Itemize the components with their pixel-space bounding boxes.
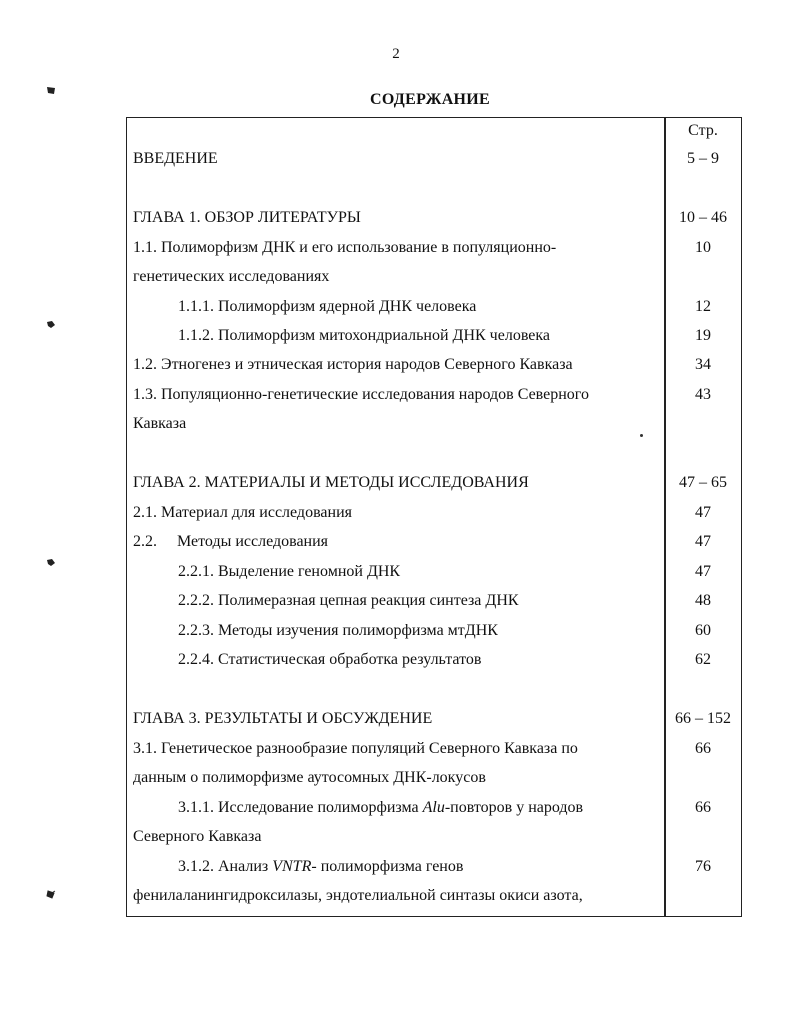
toc-entry-text: 2.2.1. Выделение геномной ДНК [178,563,401,580]
stray-dot [640,434,643,437]
toc-text-part: 3.1.2. Анализ [178,858,273,875]
toc-entry-text: ГЛАВА 2. МАТЕРИАЛЫ И МЕТОДЫ ИССЛЕДОВАНИЯ [133,474,529,491]
toc-entry-text: 2.2.2. Полимеразная цепная реакция синтеза ДНК [178,592,519,609]
toc-entry-page: 47 [695,533,711,550]
toc-entry-page: 66 [695,799,711,816]
toc-entry-page: 10 [695,239,711,256]
toc-entry-text: ГЛАВА 1. ОБЗОР ЛИТЕРАТУРЫ [133,209,361,226]
toc-entry-text: Кавказа [133,415,187,432]
toc-entry-text: данным о полиморфизме аутосомных ДНК-локусов [133,769,486,786]
toc-entry-page: 76 [695,858,711,875]
toc-entry-page: 10 – 46 [679,209,727,226]
toc-entry-text: 2.2. Методы исследования [133,533,329,550]
page-number: 2 [392,46,400,62]
toc-entry-page: 62 [695,651,711,668]
toc-entry-text: 1.2. Этногенез и этническая история народов Северного Кавказа [133,356,573,373]
toc-entry-page: 66 [695,740,711,757]
toc-entry-text: 1.1.1. Полиморфизм ядерной ДНК человека [178,298,477,315]
toc-entry-page: 66 – 152 [675,710,731,727]
toc-entry-text: ВВЕДЕНИЕ [133,150,218,167]
toc-entry-page: 60 [695,622,711,639]
toc-entry-page: 19 [695,327,711,344]
toc-entry-text: 2.1. Материал для исследования [133,504,352,521]
toc-entry-text: 2.2.4. Статистическая обработка результатов [178,651,482,668]
toc-entry-text: 3.1. Генетическое разнообразие популяций Северного Кавказа по [133,740,578,757]
toc-entry-text: фенилаланингидроксилазы, эндотелиальной синтазы окиси азота, [133,887,583,904]
toc-entry-page: 47 [695,504,711,521]
toc-entry-text: 1.1. Полиморфизм ДНК и его использование в популяционно- [133,239,557,256]
pages-column-header: Стр. [688,122,718,139]
toc-entry-text: 1.3. Популяционно-генетические исследования народов Северного [133,386,589,403]
binding-hole-mark-icon [46,558,56,567]
toc-entry-page: 47 – 65 [679,474,727,491]
toc-entry-text: генетических исследованиях [133,268,330,285]
toc-entry-text [178,857,463,877]
toc-entry-text: 2.2.3. Методы изучения полиморфизма мтДНК [178,622,498,639]
toc-text-part: - полиморфизма генов [311,858,464,875]
binding-hole-mark-icon [46,320,56,329]
toc-entry-text: Северного Кавказа [133,828,262,845]
toc-entry-page: 34 [695,356,711,373]
binding-hole-mark-icon [46,890,56,899]
toc-entry-page: 5 – 9 [687,150,719,167]
binding-hole-mark-icon [46,86,56,95]
toc-entry-page: 43 [695,386,711,403]
toc-text-italic: VNTR [272,858,312,875]
document-title: СОДЕРЖАНИЕ [369,91,491,108]
toc-text-part: 3.1.1. Исследование полиморфизма [178,799,423,816]
toc-text-part: -повторов у народов [444,799,584,816]
toc-entry-text: ГЛАВА 3. РЕЗУЛЬТАТЫ И ОБСУЖДЕНИЕ [133,710,433,727]
toc-entry-text: 1.1.2. Полиморфизм митохондриальной ДНК человека [178,327,551,344]
toc-entry-page: 48 [695,592,711,609]
toc-entry-page: 47 [695,563,711,580]
toc-entry-page: 12 [695,298,711,315]
toc-entry-text [178,798,583,818]
toc-text-italic: Alu [422,799,445,816]
